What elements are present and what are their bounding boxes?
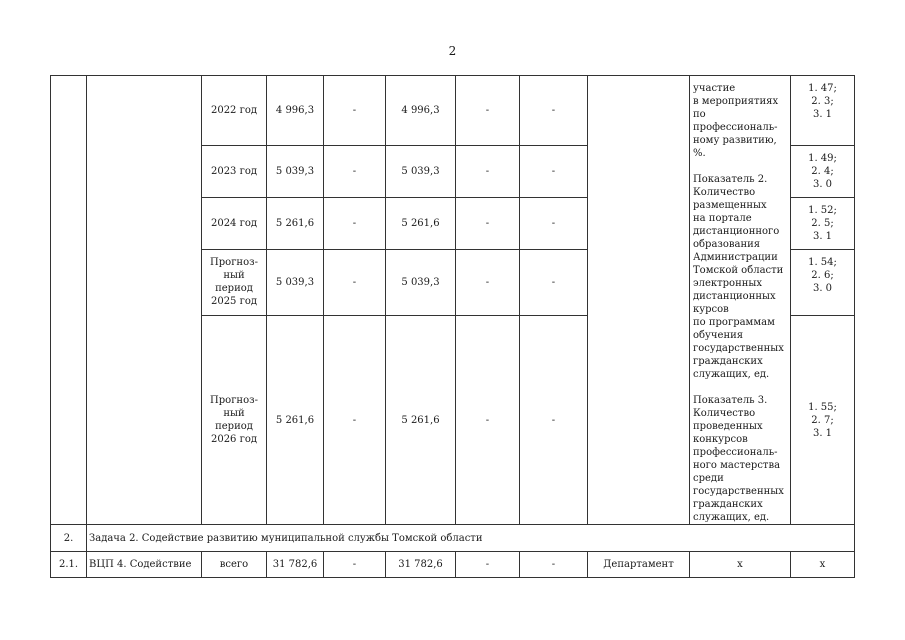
federal-cell: - (324, 249, 386, 315)
row-number-cell (51, 76, 87, 525)
other-cell: - (520, 249, 588, 315)
federal-cell: - (324, 146, 386, 197)
activity-name-cell (87, 76, 202, 525)
period-cell: Прогноз- ный период 2026 год (202, 316, 267, 525)
task-row (51, 525, 855, 552)
page-number: 2 (448, 44, 457, 58)
program-federal-cell: - (324, 552, 386, 578)
other-cell: - (520, 197, 588, 249)
code-cell: 1. 55; 2. 7; 3. 1 (791, 316, 855, 525)
program-number-cell: 2.1. (51, 552, 87, 578)
task-number-cell: 2. (51, 525, 87, 552)
local-cell: - (456, 249, 520, 315)
regional-cell: 5 261,6 (386, 197, 456, 249)
period-cell: 2023 год (202, 146, 267, 197)
local-cell: - (456, 146, 520, 197)
total-cell: 5 039,3 (267, 146, 324, 197)
total-cell: 5 039,3 (267, 249, 324, 315)
indicator-2-text: Показатель 2. Количество размещенных на портале дистанционного образования Администрации Томской области электронных дистанционных курсов по программам обучения государственных гражданских служащих, ед. (693, 174, 784, 380)
regional-cell: 5 039,3 (386, 146, 456, 197)
program-total-cell: 31 782,6 (267, 552, 324, 578)
other-cell: - (520, 146, 588, 197)
program-code-cell: х (791, 552, 855, 578)
regional-cell: 5 261,6 (386, 316, 456, 525)
regional-cell: 5 039,3 (386, 249, 456, 315)
regional-cell: 4 996,3 (386, 76, 456, 146)
indicator-cell (690, 76, 791, 525)
program-name-cell: ВЦП 4. Содействие (87, 552, 202, 578)
total-cell: 5 261,6 (267, 197, 324, 249)
other-cell: - (520, 316, 588, 525)
task-text-cell: Задача 2. Содействие развитию муниципальной службы Томской области (87, 525, 855, 552)
code-cell: 1. 47; 2. 3; 3. 1 (791, 76, 855, 146)
period-cell: 2024 год (202, 197, 267, 249)
total-cell: 4 996,3 (267, 76, 324, 146)
code-cell: 1. 54; 2. 6; 3. 0 (791, 249, 855, 315)
federal-cell: - (324, 197, 386, 249)
program-other-cell: - (520, 552, 588, 578)
indicator-3-text: Показатель 3. Количество проведенных конкурсов профессиональ- ного мастерства среди государственных гражданских служащих, ед. (693, 395, 784, 523)
code-cell: 1. 49; 2. 4; 3. 0 (791, 146, 855, 197)
table-row (51, 76, 855, 146)
budget-table (50, 75, 855, 578)
local-cell: - (456, 316, 520, 525)
local-cell: - (456, 76, 520, 146)
period-cell: Прогноз- ный период 2025 год (202, 249, 267, 315)
period-cell: 2022 год (202, 76, 267, 146)
program-executor-cell: Департамент (588, 552, 690, 578)
other-cell: - (520, 76, 588, 146)
code-cell: 1. 52; 2. 5; 3. 1 (791, 197, 855, 249)
local-cell: - (456, 197, 520, 249)
indicator-1-text: участие в мероприятиях по профессиональ- ному развитию, %. (693, 83, 779, 159)
program-local-cell: - (456, 552, 520, 578)
federal-cell: - (324, 76, 386, 146)
federal-cell: - (324, 316, 386, 525)
program-regional-cell: 31 782,6 (386, 552, 456, 578)
program-row (51, 552, 855, 578)
total-cell: 5 261,6 (267, 316, 324, 525)
program-period-cell: всего (202, 552, 267, 578)
program-indicator-cell: х (690, 552, 791, 578)
executor-cell (588, 76, 690, 525)
